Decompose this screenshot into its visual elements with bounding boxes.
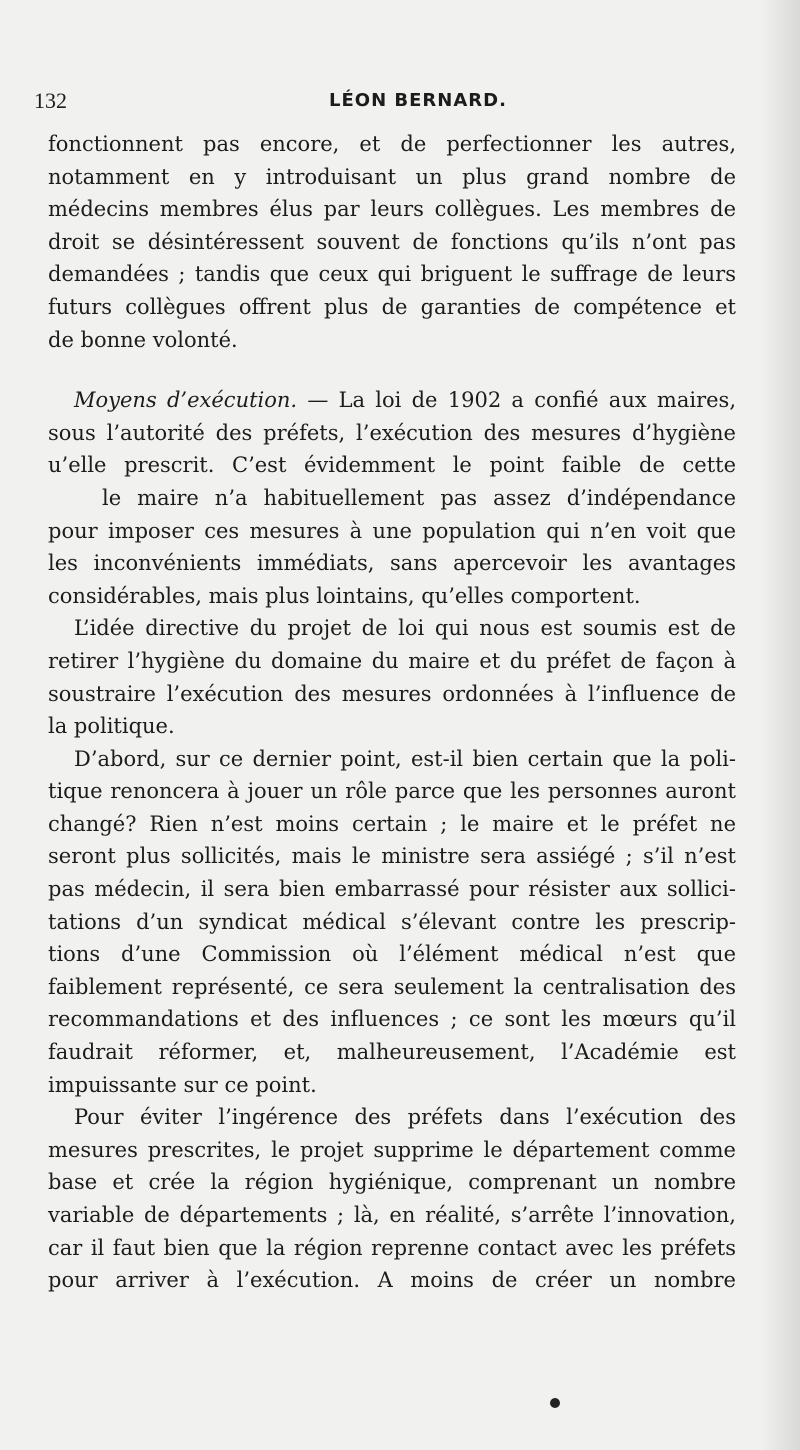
text-line: tique renoncera à jouer un rôle parce que les personnes auront [48,779,736,804]
text-line: pour imposer ces mesures à une population qui n’en voit que [48,518,736,543]
text-line: impuissante sur ce point. [48,1072,317,1097]
page-edge-shadow [760,0,800,1450]
section-heading: Moyens d’exécution. [74,388,298,413]
text-line: recommandations et des influences ; ce sont les mœurs qu’il [48,1007,736,1032]
text-line: fonctionnent pas encore, et de perfectionner les autres, [48,132,736,156]
text-line: considérables, mais plus lointains, qu’elles comportent. [48,583,641,608]
paragraph-gap [48,356,736,384]
text-line: Pour éviter l’ingérence des préfets dans l’exécution des [74,1105,736,1130]
page-header [34,88,744,118]
text-line: faudrait réformer, et, malheureusement, l’Académie est [48,1040,736,1065]
text-line: soustraire l’exécution des mesures ordonnées à l’influence de [48,681,736,706]
text-line: le maire n’a habituellement pas assez d’indépendance [102,485,736,510]
text-line: mesures prescrites, le projet supprime le département comme [48,1137,736,1162]
text-line: car il faut bien que la région reprenne contact avec les préfets [48,1235,736,1260]
text-line: de bonne volonté. [48,327,238,352]
text-line: u’elle prescrit. C’est évidemment le point faible de cette [48,453,736,478]
text-line: faiblement représenté, ce sera seulement la centralisation des [48,974,736,999]
text-line: retirer l’hygiène du domaine du maire et du préfet de façon à [48,648,736,673]
text-line: tions d’une Commission où l’élément médical n’est que [48,942,736,967]
text-line: médecins membres élus par leurs collègues. Les membres de [48,197,736,222]
text-line: les inconvénients immédiats, sans apercevoir les avantages [48,551,736,576]
text-line: D’abord, sur ce dernier point, est-il bien certain que la poli- [74,746,736,771]
text-line: futurs collègues offrent plus de garanties de compétence et [48,294,736,319]
running-head: LÉON BERNARD. [329,90,507,111]
body-text [48,128,736,1297]
text-line: tations d’un syndicat médical s’élevant contre les prescrip- [48,909,736,934]
text-line: variable de départements ; là, en réalité, s’arrête l’innovation, [48,1203,736,1227]
text-line: la politique. [48,714,175,739]
ink-dot-mark [550,1398,560,1408]
text-line: seront plus sollicités, mais le ministre sera assiégé ; s’il n’est [48,844,736,869]
section-heading-text: — La loi de 1902 a confié aux maires, [297,388,736,413]
text-line: base et crée la région hygiénique, comprenant un nombre [48,1170,736,1195]
text-line: L’idée directive du projet de loi qui nous est soumis est de [74,616,736,641]
section-heading-line [48,384,736,417]
text-line: changé? Rien n’est moins certain ; le maire et le préfet ne [48,811,736,836]
text-line: pas médecin, il sera bien embarrassé pour résister aux sollici- [48,877,736,902]
text-line: pour arriver à l’exécution. A moins de créer un nombre [48,1268,736,1293]
page-number: 132 [34,88,67,113]
text-line: droit se désintéressent souvent de fonctions qu’ils n’ont pas [48,229,736,254]
text-line: sous l’autorité des préfets, l’exécution des mesures d’hygiène [48,420,736,445]
text-line: demandées ; tandis que ceux qui briguent le suffrage de leurs [48,262,736,287]
text-line: notamment en y introduisant un plus grand nombre de [48,164,736,189]
